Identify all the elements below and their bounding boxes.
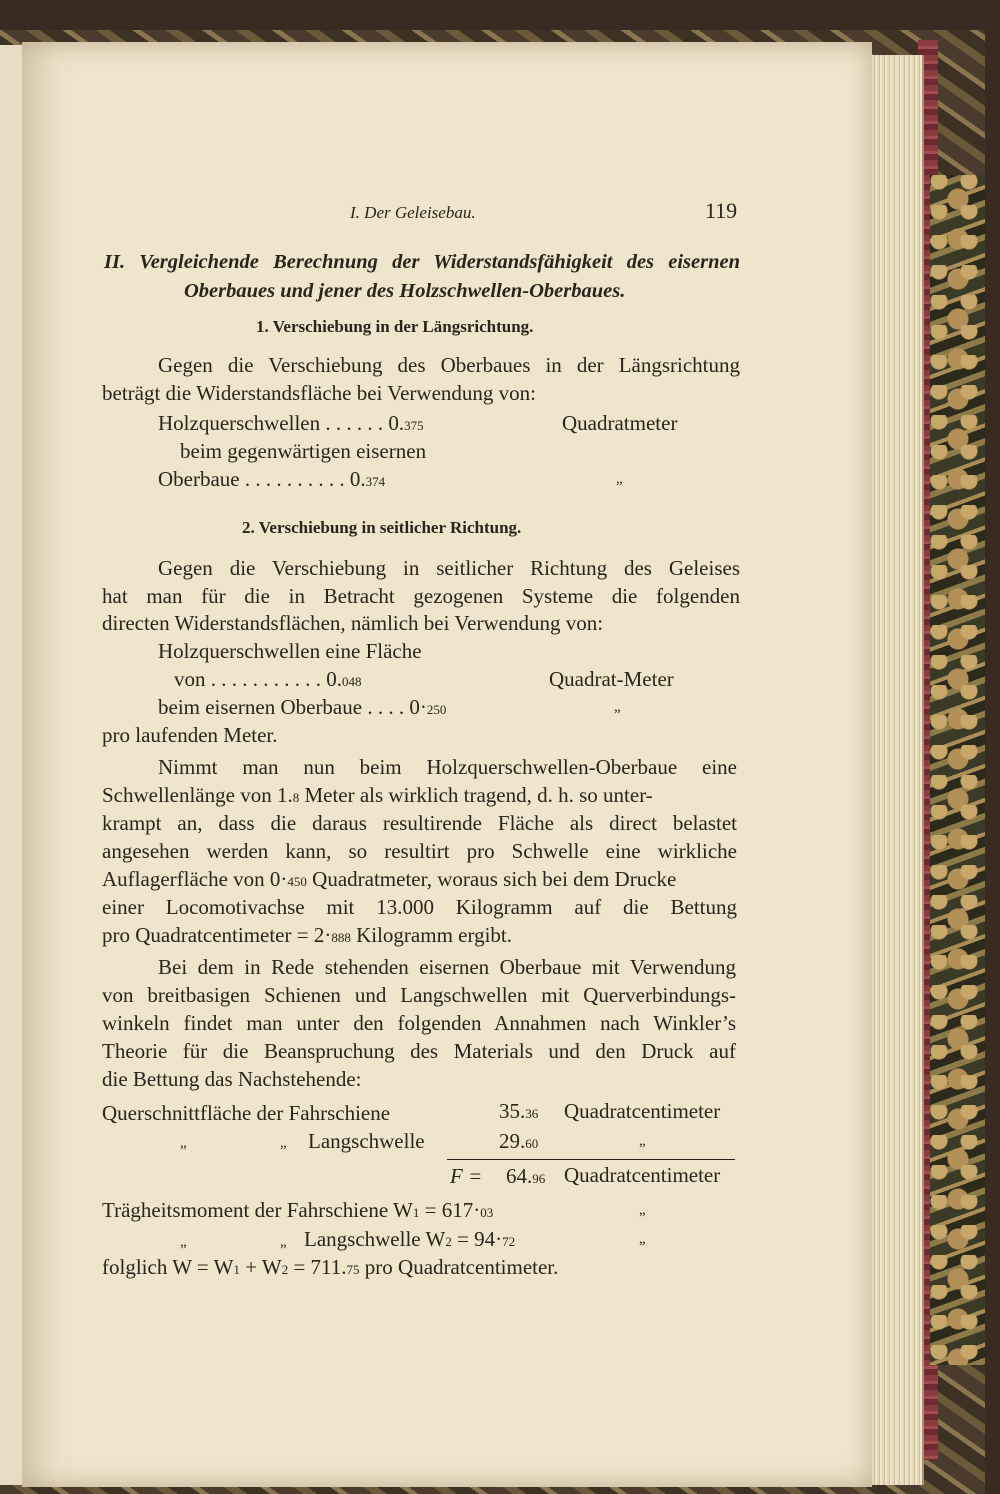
table-row-label: von . . . . . . . . . . . 0.048 <box>174 667 362 691</box>
calc-row-label: Langschwelle <box>308 1129 425 1153</box>
ditto-mark: „ <box>280 1135 287 1151</box>
text-line: Nimmt man nun beim Holzquerschwellen-Oberbaue eine <box>158 755 737 779</box>
table-row-label: Holzquerschwellen . . . . . . 0.375 <box>158 411 424 435</box>
page-stack-edge <box>872 55 924 1485</box>
sum-rule <box>447 1159 735 1160</box>
ditto-mark: „ <box>639 1133 646 1149</box>
table-row-label: beim gegenwärtigen eisernen <box>180 439 427 463</box>
subsection-2-heading: 2. Verschiebung in seitlicher Richtung. <box>242 518 522 537</box>
book-page <box>22 42 872 1487</box>
text-line: directen Widerstandsflächen, nämlich bei Verwendung von: <box>102 611 604 635</box>
calc-row-label: Trägheitsmoment der Fahrschiene W1 = 617·03 <box>102 1198 494 1222</box>
calc-row-label: F = <box>450 1164 483 1188</box>
ditto-mark: „ <box>616 471 623 487</box>
text-line: von breitbasigen Schienen und Langschwellen mit Querverbindungs- <box>102 983 736 1007</box>
text-line: pro Quadratcentimeter = 2·888 Kilogramm ergibt. <box>102 923 513 947</box>
text-line: hat man für die in Betracht gezogenen Systeme die folgenden <box>102 584 740 608</box>
text-line: winkeln findet man unter den folgenden Annahmen nach Winkler’s <box>102 1011 736 1035</box>
ditto-mark: „ <box>639 1202 646 1218</box>
ditto-mark: „ <box>614 699 621 715</box>
table-row-label: Oberbaue . . . . . . . . . . 0.374 <box>158 467 386 491</box>
calc-row-value: 29.60 <box>499 1129 539 1153</box>
calc-row-value: 35.36 <box>499 1099 539 1123</box>
text-line: pro laufenden Meter. <box>102 723 278 747</box>
result-line: folglich W = W1 + W2 = 711.75 pro Quadratcentimeter. <box>102 1255 559 1279</box>
ditto-mark: „ <box>180 1135 187 1151</box>
table-row-unit: Quadrat-Meter <box>549 667 674 691</box>
text-line: Gegen die Verschiebung in seitlicher Richtung des Geleises <box>158 556 740 580</box>
ditto-mark: „ <box>280 1234 287 1250</box>
marbled-board <box>930 175 985 1365</box>
text-line: angesehen werden kann, so resultirt pro Schwelle eine wirkliche <box>102 839 737 863</box>
calc-row-label: Langschwelle W2 = 94·72 <box>304 1227 516 1251</box>
table-row-label: Holzquerschwellen eine Fläche <box>158 639 422 663</box>
calc-row-value: 64.96 <box>506 1164 546 1188</box>
section-title-line2: Oberbaues und jener des Holzschwellen-Oberbaues. <box>184 280 626 302</box>
section-title-line1: II. Vergleichende Berechnung der Widerstandsfähigkeit des eisernen <box>104 251 740 273</box>
text-line: Auflagerfläche von 0·450 Quadratmeter, woraus sich bei dem Drucke <box>102 867 677 891</box>
table-row-label: beim eisernen Oberbaue . . . . 0·250 <box>158 695 447 719</box>
text-line: die Bettung das Nachstehende: <box>102 1067 362 1091</box>
subsection-1-heading: 1. Verschiebung in der Längsrichtung. <box>256 317 534 336</box>
ditto-mark: „ <box>180 1234 187 1250</box>
calc-row-unit: Quadratcentimeter <box>564 1099 721 1123</box>
ditto-mark: „ <box>639 1231 646 1247</box>
text-line: Gegen die Verschiebung des Oberbaues in der Längsrichtung <box>158 353 740 377</box>
text-line: Theorie für die Beanspruchung des Materials und den Druck auf <box>102 1039 736 1063</box>
table-row-unit: Quadratmeter <box>562 411 678 435</box>
calc-row-label: Querschnittfläche der Fahrschiene <box>102 1101 391 1125</box>
text-line: beträgt die Widerstandsfläche bei Verwendung von: <box>102 381 536 405</box>
text-line: Schwellenlänge von 1.8 Meter als wirklich tragend, d. h. so unter- <box>102 783 653 807</box>
calc-row-unit: Quadratcentimeter <box>564 1163 721 1187</box>
page-number: 119 <box>705 198 738 223</box>
running-title: I. Der Geleisebau. <box>350 203 476 222</box>
text-line: krampt an, dass die daraus resultirende Fläche als direct belastet <box>102 811 737 835</box>
text-line: Bei dem in Rede stehenden eisernen Oberbaue mit Verwendung <box>158 955 736 979</box>
text-line: einer Locomotivachse mit 13.000 Kilogramm auf die Bettung <box>102 895 737 919</box>
